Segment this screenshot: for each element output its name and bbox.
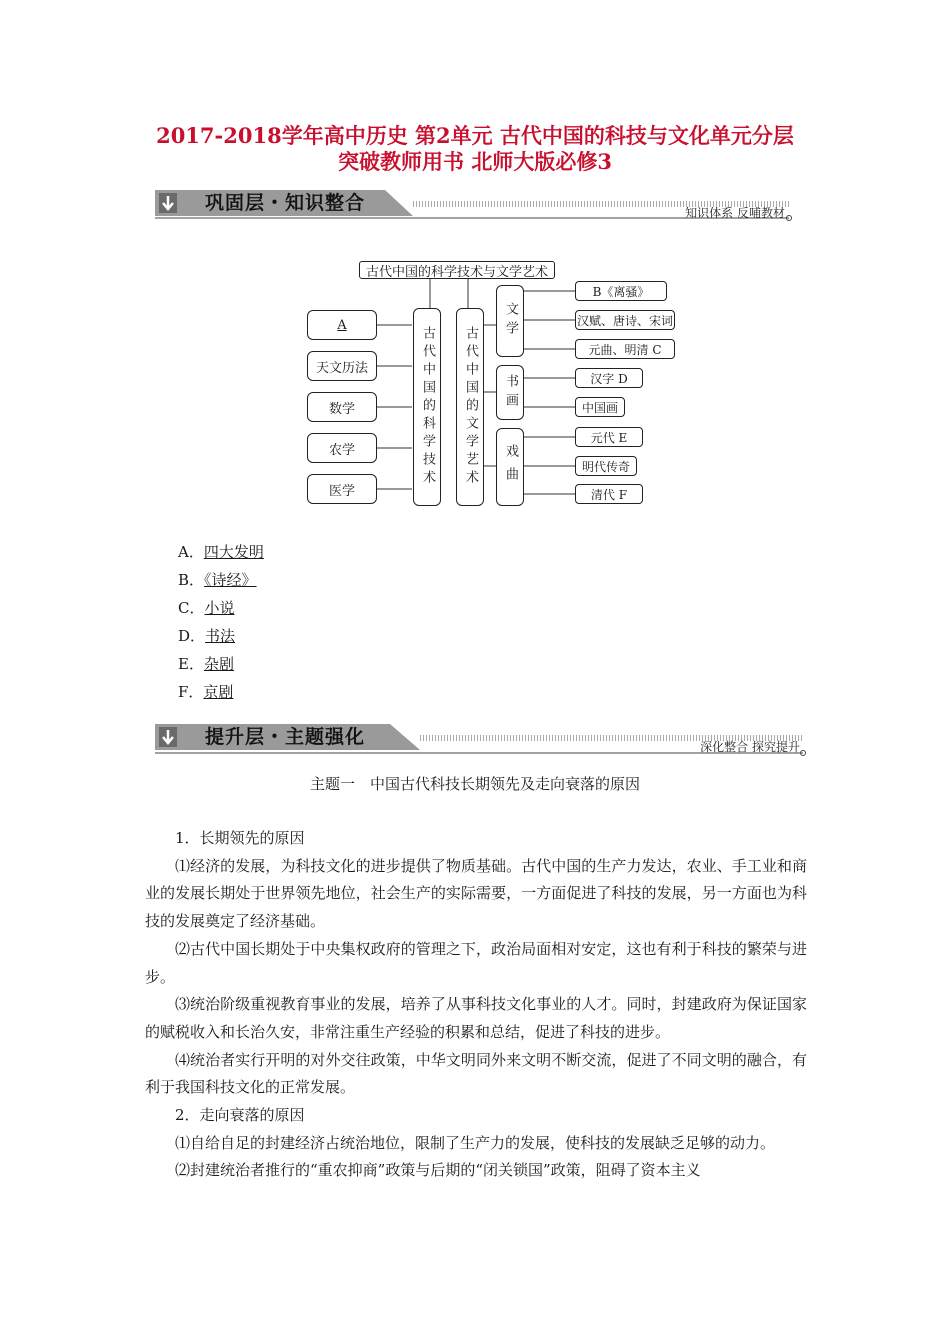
banner-2-label: 提升层・主题强化 (205, 726, 366, 748)
left-item-medicine: 医学 (307, 474, 377, 504)
answer-e-letter: E． (178, 655, 204, 673)
banner-right-text: 知识体系 反哺教材 (685, 206, 785, 220)
left-item-a (307, 310, 377, 340)
section-1-heading: 1．长期领先的原因 (175, 829, 305, 847)
group-opera-label: 戏曲 (503, 444, 518, 490)
left-item-astronomy: 天文历法 (307, 351, 377, 381)
section-1-para-2: ⑵古代中国长期处于中央集权政府的管理之下，政治局面相对安定，这也有利于科技的繁荣与进步。 (145, 939, 807, 986)
item-b-lisao: B《离骚》 (575, 281, 667, 301)
item-yuanqu-mingqing-c: 元曲、明清 C (575, 339, 675, 359)
answer-c (178, 598, 235, 618)
banner-2-right-text: 深化整合 探究提升 (700, 740, 800, 754)
group-calligraphy-painting (496, 365, 524, 420)
left-item-agriculture: 农学 (307, 433, 377, 463)
answer-e (178, 654, 234, 674)
section-2-para-1: ⑴自给自足的封建经济占统治地位，限制了生产力的发展，使科技的发展缺乏足够的动力。 (175, 1133, 776, 1152)
answer-a-letter: A． (178, 543, 204, 561)
answer-c-text: 小说 (204, 599, 235, 617)
answer-f-letter: F． (178, 683, 204, 701)
item-mingdai-chuanqi: 明代传奇 (575, 456, 637, 476)
body-text (145, 825, 807, 1185)
section-1-para-1: ⑴经济的发展，为科技文化的进步提供了物质基础。古代中国的生产力发达，农业、手工业和商业的发展长期处于世界领先地位，社会生产的实际需要，一方面促进了科技的发展，另一方面也为科技的发展奠定了经济基础。 (145, 856, 807, 931)
item-yuandai-e: 元代 E (575, 427, 643, 447)
column-science (413, 308, 441, 506)
banner-label: 巩固层・知识整合 (205, 192, 366, 214)
column-arts-label: 古代中国的文学艺术 (463, 326, 478, 488)
group-calligraphy-label: 书画 (503, 373, 518, 412)
answer-b (178, 570, 257, 590)
item-hanzi-d: 汉字 D (575, 368, 643, 388)
answer-e-text: 杂剧 (203, 655, 234, 673)
section-2-heading: 2．走向衰落的原因 (175, 1106, 305, 1125)
group-literature-label: 文学 (503, 302, 518, 340)
column-arts (456, 308, 484, 506)
answer-b-text: 《诗经》 (204, 571, 257, 589)
section-1-para-4: ⑷统治者实行开明的对外交往政策，中华文明同外来文明不断交流，促进了不同文明的融合，有利于我国科技文化的正常发展。 (145, 1050, 807, 1097)
answer-f (178, 682, 233, 702)
section-banner-improvement (155, 722, 810, 756)
diagram-root: 古代中国的科学技术与文学艺术 (359, 261, 555, 279)
answer-d (178, 626, 235, 646)
answer-c-letter: C． (178, 599, 205, 617)
item-chinese-painting: 中国画 (575, 397, 625, 417)
section-1-para-3: ⑶统治阶级重视教育事业的发展，培养了从事科技文化事业的人才。同时，封建政府为保证国家的赋税收入和长治久安，非常注重生产经验的积累和总结，促进了科技的进步。 (145, 995, 807, 1041)
answer-b-letter: B． (178, 571, 205, 589)
left-item-math: 数学 (307, 392, 377, 422)
section-2-para-2: ⑵封建统治者推行的“重农抑商”政策与后期的“闭关锁国”政策，阻碍了资本主义 (175, 1161, 701, 1180)
title-line-2: 突破教师用书 北师大版必修3 (338, 149, 612, 174)
answer-a (178, 542, 264, 562)
item-qingdai-f: 清代 F (575, 484, 643, 504)
theme-heading: 主题一 中国古代科技长期领先及走向衰落的原因 (309, 775, 640, 793)
column-science-label: 古代中国的科学技术 (420, 326, 435, 488)
answer-a-text: 四大发明 (203, 543, 264, 561)
answer-d-text: 书法 (205, 627, 236, 645)
left-item-a-label: A (337, 317, 347, 333)
knowledge-diagram (0, 0, 950, 520)
item-hanfu-tangshi-songci: 汉赋、唐诗、宋词 (575, 310, 675, 330)
group-opera (496, 428, 524, 506)
answer-f-text: 京剧 (203, 683, 234, 701)
answer-d-letter: D． (178, 627, 206, 645)
title-line-1: 2017-2018学年高中历史 第2单元 古代中国的科技与文化单元分层 (156, 123, 794, 148)
group-literature (496, 285, 524, 357)
